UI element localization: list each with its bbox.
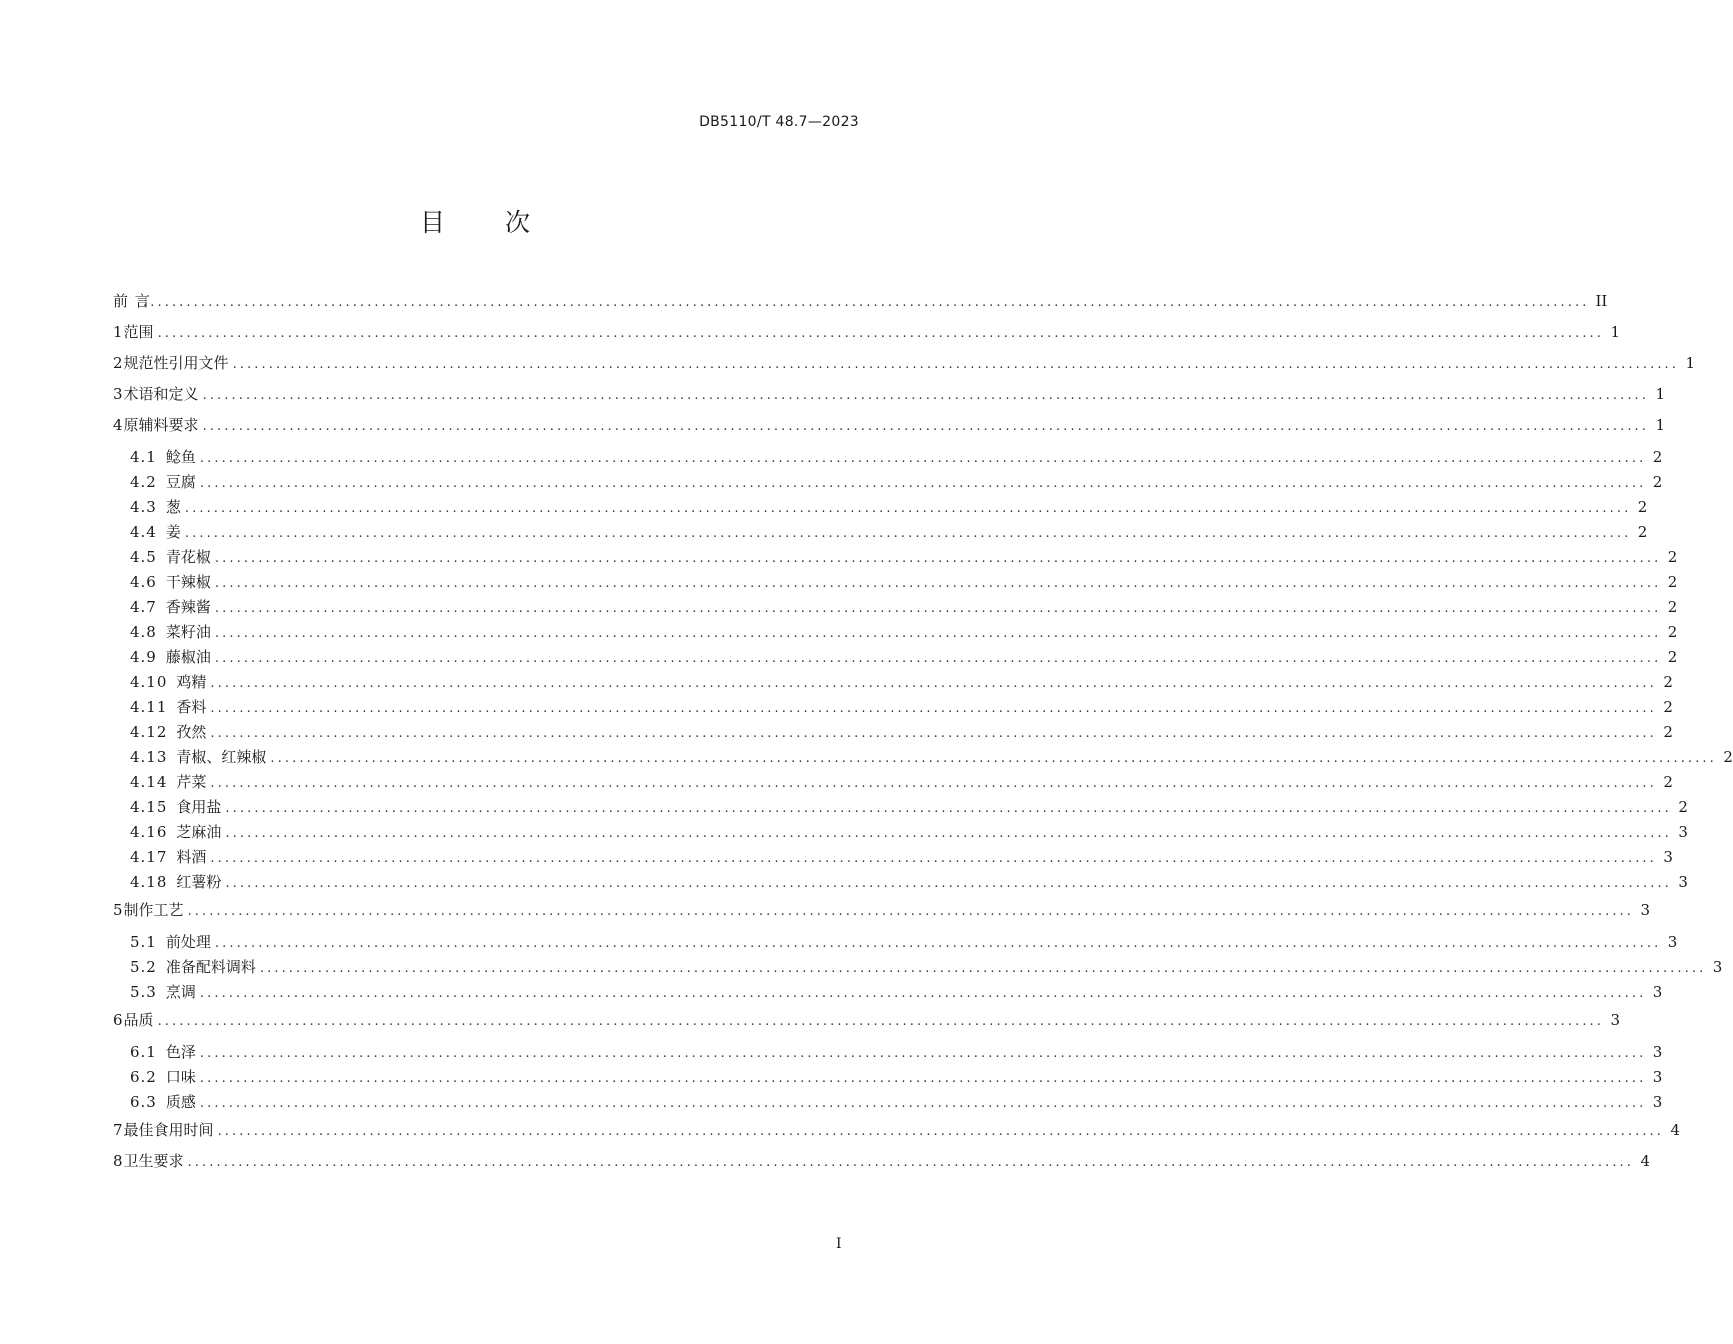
toc-entry[interactable] xyxy=(113,1040,1663,1065)
toc-entry-number: 4.16 xyxy=(130,823,168,841)
toc-entry-number: 6.1 xyxy=(130,1043,157,1061)
toc-leader-dots: ........................................................................................................................................................................................................ xyxy=(199,1096,1647,1111)
toc-entry-label: 青花椒 xyxy=(165,548,211,566)
toc-entry[interactable] xyxy=(113,930,1678,955)
toc-entry-number: 4.1 xyxy=(130,448,157,466)
toc-entry-page: 2 xyxy=(1637,523,1648,541)
toc-entry-number: 5 xyxy=(113,901,124,919)
toc-entry-label: 香料 xyxy=(176,698,207,716)
toc-entry[interactable] xyxy=(113,955,1723,980)
toc-entry[interactable] xyxy=(113,410,1666,441)
toc-entry[interactable] xyxy=(113,1115,1681,1146)
toc-entry[interactable] xyxy=(113,445,1663,470)
toc-entry[interactable] xyxy=(113,870,1688,895)
toc-entry-number: 4.18 xyxy=(130,873,168,891)
toc-entry-number: 前 言 xyxy=(113,292,151,310)
toc-entry[interactable] xyxy=(113,545,1678,570)
toc-entry[interactable] xyxy=(113,1065,1663,1090)
toc-entry-number: 4.17 xyxy=(130,848,168,866)
toc-entry[interactable] xyxy=(113,695,1673,720)
toc-leader-dots: ........................................................................................................................................................................................................ xyxy=(214,651,1662,666)
toc-entry-page: 2 xyxy=(1663,698,1673,716)
toc-entry-page: 2 xyxy=(1663,723,1673,741)
toc-entry-number: 4.14 xyxy=(130,773,168,791)
toc-entry-number: 4.8 xyxy=(130,623,157,641)
toc-entry-page: 2 xyxy=(1652,448,1663,466)
toc-entry-label: 前处理 xyxy=(165,933,211,951)
toc-entry-page: 4 xyxy=(1640,1152,1651,1170)
toc-entry-number: 4.13 xyxy=(130,748,168,766)
toc-entry-number: 5.3 xyxy=(130,983,157,1001)
toc-entry-number: 6.2 xyxy=(130,1068,157,1086)
toc-entry-number: 4.10 xyxy=(130,673,168,691)
toc-entry-label: 葱 xyxy=(165,498,181,516)
toc-entry-label: 香辣酱 xyxy=(165,598,211,616)
toc-entry-label: 规范性引用文件 xyxy=(123,354,229,372)
toc-leader-dots: ........................................................................................................................................................................................................ xyxy=(184,501,1632,516)
toc-entry-label: 豆腐 xyxy=(165,473,196,491)
toc-entry-label: 品质 xyxy=(123,1011,154,1029)
toc-entry-page: 2 xyxy=(1723,748,1733,766)
toc-entry[interactable] xyxy=(113,1146,1651,1177)
toc-leader-dots: ........................................................................................................................................................................................................ xyxy=(225,801,1672,816)
toc-leader-dots: ........................................................................................................................................................................................................ xyxy=(199,476,1647,491)
toc-entry-label: 芹菜 xyxy=(176,773,207,791)
toc-leader-dots: ........................................................................................................................................................................................................ xyxy=(202,419,1650,434)
toc-entry-page: 3 xyxy=(1712,958,1723,976)
toc-entry-page: 3 xyxy=(1678,873,1688,891)
toc-leader-dots: ........................................................................................................................................................................................................ xyxy=(214,626,1662,641)
toc-leader-dots: ........................................................................................................................................................................................................ xyxy=(184,526,1632,541)
toc-entry[interactable] xyxy=(113,745,1733,770)
toc-entry-label: 藤椒油 xyxy=(165,648,211,666)
toc-leader-dots: ........................................................................................................................................................................................................ xyxy=(157,326,1605,341)
toc-leader-dots: ........................................................................................................................................................................................................ xyxy=(217,1124,1665,1139)
toc-entry[interactable] xyxy=(113,1005,1621,1036)
page-title: 目 次 xyxy=(420,208,556,237)
toc-leader-dots: ........................................................................................................................................................................................................ xyxy=(199,986,1647,1001)
toc-leader-dots: ........................................................................................................................................................................................................ xyxy=(143,295,1590,310)
toc-entry-number: 4.6 xyxy=(130,573,157,591)
toc-entry-label: 最佳食用时间 xyxy=(123,1121,214,1139)
toc-entry-page: 2 xyxy=(1667,598,1678,616)
toc-entry-number: 1 xyxy=(113,323,124,341)
toc-entry-label: 鲶鱼 xyxy=(165,448,196,466)
toc-entry-number: 5.2 xyxy=(130,958,157,976)
toc-leader-dots: ........................................................................................................................................................................................................ xyxy=(232,357,1680,372)
toc-entry-number: 4.2 xyxy=(130,473,157,491)
toc-leader-dots: ........................................................................................................................................................................................................ xyxy=(187,904,1635,919)
toc-entry-page: 1 xyxy=(1655,385,1666,403)
toc-entry-label: 姜 xyxy=(165,523,181,541)
toc-leader-dots: ........................................................................................................................................................................................................ xyxy=(225,826,1672,841)
toc-leader-dots: ........................................................................................................................................................................................................ xyxy=(199,1046,1647,1061)
toc-entry-page: 2 xyxy=(1663,773,1673,791)
toc-leader-dots: ........................................................................................................................................................................................................ xyxy=(157,1014,1605,1029)
toc-entry-label: 芝麻油 xyxy=(176,823,222,841)
toc-entry[interactable] xyxy=(113,820,1688,845)
toc-entry[interactable] xyxy=(113,595,1678,620)
toc-entry-label: 范围 xyxy=(123,323,154,341)
toc-entry-page: 3 xyxy=(1610,1011,1621,1029)
toc-entry-label: 鸡精 xyxy=(176,673,207,691)
toc-entry-page: 3 xyxy=(1652,1068,1663,1086)
toc-entry[interactable] xyxy=(113,520,1648,545)
toc-entry-page: 1 xyxy=(1610,323,1621,341)
toc-entry-number: 6 xyxy=(113,1011,124,1029)
toc-entry-number: 8 xyxy=(113,1152,124,1170)
toc-entry[interactable] xyxy=(113,495,1648,520)
toc-entry-page: 2 xyxy=(1667,548,1678,566)
toc-entry[interactable] xyxy=(113,720,1673,745)
toc-entry-page: 1 xyxy=(1685,354,1696,372)
toc-entry[interactable] xyxy=(113,670,1673,695)
toc-entry-page: 2 xyxy=(1678,798,1688,816)
toc-entry-number: 3 xyxy=(113,385,124,403)
toc-entry[interactable] xyxy=(113,470,1663,495)
toc-entry-page: 3 xyxy=(1652,1043,1663,1061)
toc-entry[interactable] xyxy=(113,620,1678,645)
toc-entry-page: 2 xyxy=(1663,673,1673,691)
toc-leader-dots: ........................................................................................................................................................................................................ xyxy=(259,961,1707,976)
toc-entry[interactable] xyxy=(113,845,1673,870)
toc-entry-number: 4.15 xyxy=(130,798,168,816)
toc-leader-dots: ........................................................................................................................................................................................................ xyxy=(210,676,1657,691)
table-of-contents xyxy=(113,286,1733,1177)
toc-entry-page: 3 xyxy=(1663,848,1673,866)
toc-leader-dots: ........................................................................................................................................................................................................ xyxy=(214,551,1662,566)
toc-leader-dots: ........................................................................................................................................................................................................ xyxy=(210,776,1657,791)
toc-entry-number: 4.4 xyxy=(130,523,157,541)
toc-leader-dots: ........................................................................................................................................................................................................ xyxy=(187,1155,1635,1170)
toc-entry-label: 卫生要求 xyxy=(123,1152,184,1170)
document-code: DB5110/T 48.7—2023 xyxy=(699,114,859,130)
toc-entry-label: 术语和定义 xyxy=(123,385,199,403)
toc-leader-dots: ........................................................................................................................................................................................................ xyxy=(210,726,1657,741)
toc-entry[interactable] xyxy=(113,795,1688,820)
toc-entry[interactable] xyxy=(113,770,1673,795)
toc-entry-number: 4.9 xyxy=(130,648,157,666)
toc-entry-number: 4.12 xyxy=(130,723,168,741)
toc-entry-label: 青椒、红辣椒 xyxy=(176,748,267,766)
toc-entry-page: 3 xyxy=(1652,983,1663,1001)
toc-entry-number: 5.1 xyxy=(130,933,157,951)
toc-entry-page: 4 xyxy=(1670,1121,1681,1139)
toc-leader-dots: ........................................................................................................................................................................................................ xyxy=(214,576,1662,591)
toc-entry-page: 3 xyxy=(1640,901,1651,919)
toc-entry-label: 原辅料要求 xyxy=(123,416,199,434)
toc-leader-dots: ........................................................................................................................................................................................................ xyxy=(270,751,1717,766)
toc-entry-label: 质感 xyxy=(165,1093,196,1111)
page-number: I xyxy=(836,1236,842,1252)
toc-entry[interactable] xyxy=(113,348,1696,379)
toc-entry-page: 3 xyxy=(1678,823,1688,841)
toc-leader-dots: ........................................................................................................................................................................................................ xyxy=(210,701,1657,716)
toc-entry-number: 4.5 xyxy=(130,548,157,566)
toc-leader-dots: ........................................................................................................................................................................................................ xyxy=(199,1071,1647,1086)
toc-entry[interactable] xyxy=(113,379,1666,410)
toc-entry-page: 2 xyxy=(1667,573,1678,591)
toc-entry-label: 准备配料调料 xyxy=(165,958,256,976)
toc-entry-label: 干辣椒 xyxy=(165,573,211,591)
toc-entry-label: 食用盐 xyxy=(176,798,222,816)
toc-entry-label: 孜然 xyxy=(176,723,207,741)
toc-leader-dots: ........................................................................................................................................................................................................ xyxy=(214,936,1662,951)
toc-entry-number: 2 xyxy=(113,354,124,372)
toc-leader-dots: ........................................................................................................................................................................................................ xyxy=(199,451,1647,466)
toc-entry-number: 4.11 xyxy=(130,698,168,716)
toc-entry-page: 3 xyxy=(1667,933,1678,951)
toc-entry-label: 烹调 xyxy=(165,983,196,1001)
toc-entry-label: 料酒 xyxy=(176,848,207,866)
toc-entry-label: 色泽 xyxy=(165,1043,196,1061)
toc-entry-label: 红薯粉 xyxy=(176,873,222,891)
toc-entry-number: 6.3 xyxy=(130,1093,157,1111)
toc-entry-number: 4 xyxy=(113,416,124,434)
toc-entry-page: 1 xyxy=(1655,416,1666,434)
toc-entry-page: 2 xyxy=(1667,648,1678,666)
toc-entry[interactable] xyxy=(113,317,1621,348)
toc-leader-dots: ........................................................................................................................................................................................................ xyxy=(202,388,1650,403)
toc-leader-dots: ........................................................................................................................................................................................................ xyxy=(225,876,1672,891)
toc-entry-number: 7 xyxy=(113,1121,124,1139)
toc-entry-page: 2 xyxy=(1667,623,1678,641)
toc-entry-page: 3 xyxy=(1652,1093,1663,1111)
toc-entry[interactable] xyxy=(113,895,1651,926)
toc-entry[interactable] xyxy=(113,1090,1663,1115)
toc-entry-label: 口味 xyxy=(165,1068,196,1086)
toc-leader-dots: ........................................................................................................................................................................................................ xyxy=(214,601,1662,616)
toc-entry-page: II xyxy=(1595,292,1608,310)
toc-entry-number: 4.7 xyxy=(130,598,157,616)
toc-entry[interactable] xyxy=(113,570,1678,595)
toc-entry-page: 2 xyxy=(1637,498,1648,516)
toc-entry-number: 4.3 xyxy=(130,498,157,516)
toc-entry[interactable] xyxy=(113,645,1678,670)
toc-entry-label: 制作工艺 xyxy=(123,901,184,919)
toc-leader-dots: ........................................................................................................................................................................................................ xyxy=(210,851,1657,866)
toc-entry-label: 菜籽油 xyxy=(165,623,211,641)
toc-entry[interactable] xyxy=(113,980,1663,1005)
toc-entry[interactable] xyxy=(113,286,1608,317)
toc-entry-page: 2 xyxy=(1652,473,1663,491)
